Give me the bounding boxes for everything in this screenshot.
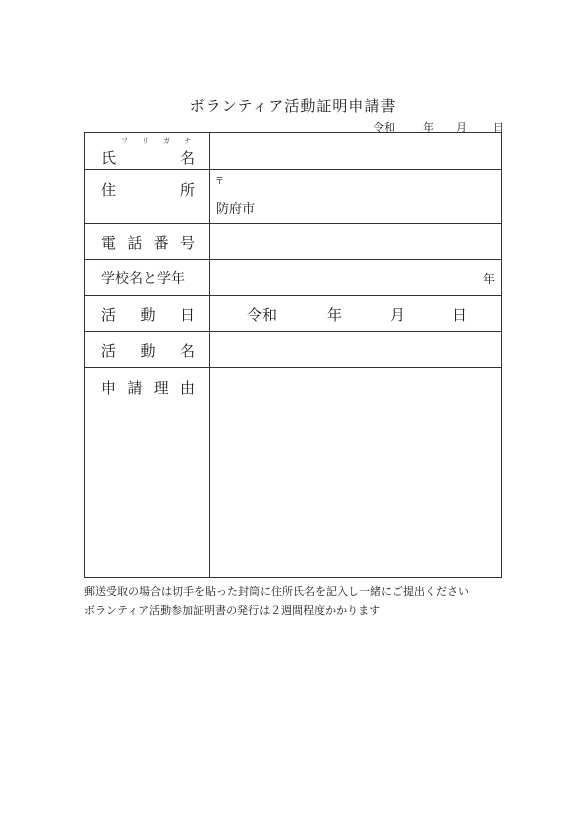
- name-label: 氏 名: [101, 149, 195, 167]
- activity-name-row: [85, 332, 501, 368]
- phone-label-cell: [85, 224, 210, 259]
- reason-label-cell: [85, 368, 210, 577]
- activity-date-label: 活 動 日: [101, 306, 195, 324]
- application-form-table: [84, 132, 502, 578]
- phone-row: [85, 224, 501, 260]
- name-row: [85, 133, 501, 170]
- activity-name-label: 活 動 名: [101, 342, 195, 360]
- activity-date-month: 月: [390, 306, 406, 324]
- address-row: [85, 170, 501, 224]
- address-label: 住 所: [101, 181, 195, 199]
- reason-field[interactable]: [210, 368, 501, 577]
- header-date-era: 令和: [373, 121, 395, 134]
- address-field[interactable]: [210, 170, 501, 223]
- header-date-year: 年: [423, 121, 434, 134]
- activity-name-label-cell: [85, 332, 210, 367]
- header-date: [370, 119, 505, 133]
- name-field[interactable]: [210, 133, 501, 169]
- activity-date-row: [85, 296, 501, 332]
- school-row: [85, 260, 501, 296]
- postal-mark: 〒: [215, 177, 225, 187]
- school-label-cell: [85, 260, 210, 295]
- school-field[interactable]: [210, 260, 501, 295]
- phone-field[interactable]: [210, 224, 501, 259]
- activity-date-era: 令和: [247, 306, 278, 324]
- activity-name-field[interactable]: [210, 332, 501, 367]
- header-date-month: 月: [456, 121, 467, 134]
- activity-date-year: 年: [327, 306, 343, 324]
- school-label: 学校名と学年: [101, 271, 185, 287]
- activity-date-label-cell: [85, 296, 210, 331]
- furigana-label: フ リ ガ ナ: [121, 137, 191, 145]
- phone-label: 電 話 番 号: [101, 234, 195, 252]
- reason-row: [85, 368, 501, 577]
- note-issue-time: ボランティア活動参加証明書の発行は２週間程度かかります: [84, 604, 381, 617]
- reason-label: 申 請 理 由: [101, 379, 195, 397]
- name-label-cell: [85, 133, 210, 169]
- notes: [84, 582, 469, 620]
- activity-date-field[interactable]: [210, 296, 501, 331]
- form-title: ボランティア活動証明申請書: [189, 97, 397, 115]
- grade-suffix: 年: [482, 272, 495, 286]
- activity-date-day: 日: [452, 306, 468, 324]
- address-label-cell: [85, 170, 210, 223]
- note-mail-pickup: 郵送受取の場合は切手を貼った封筒に住所氏名を記入し一緒にご提出ください: [84, 585, 469, 598]
- header-date-day: 日: [493, 121, 504, 134]
- address-city: 防府市: [216, 202, 256, 217]
